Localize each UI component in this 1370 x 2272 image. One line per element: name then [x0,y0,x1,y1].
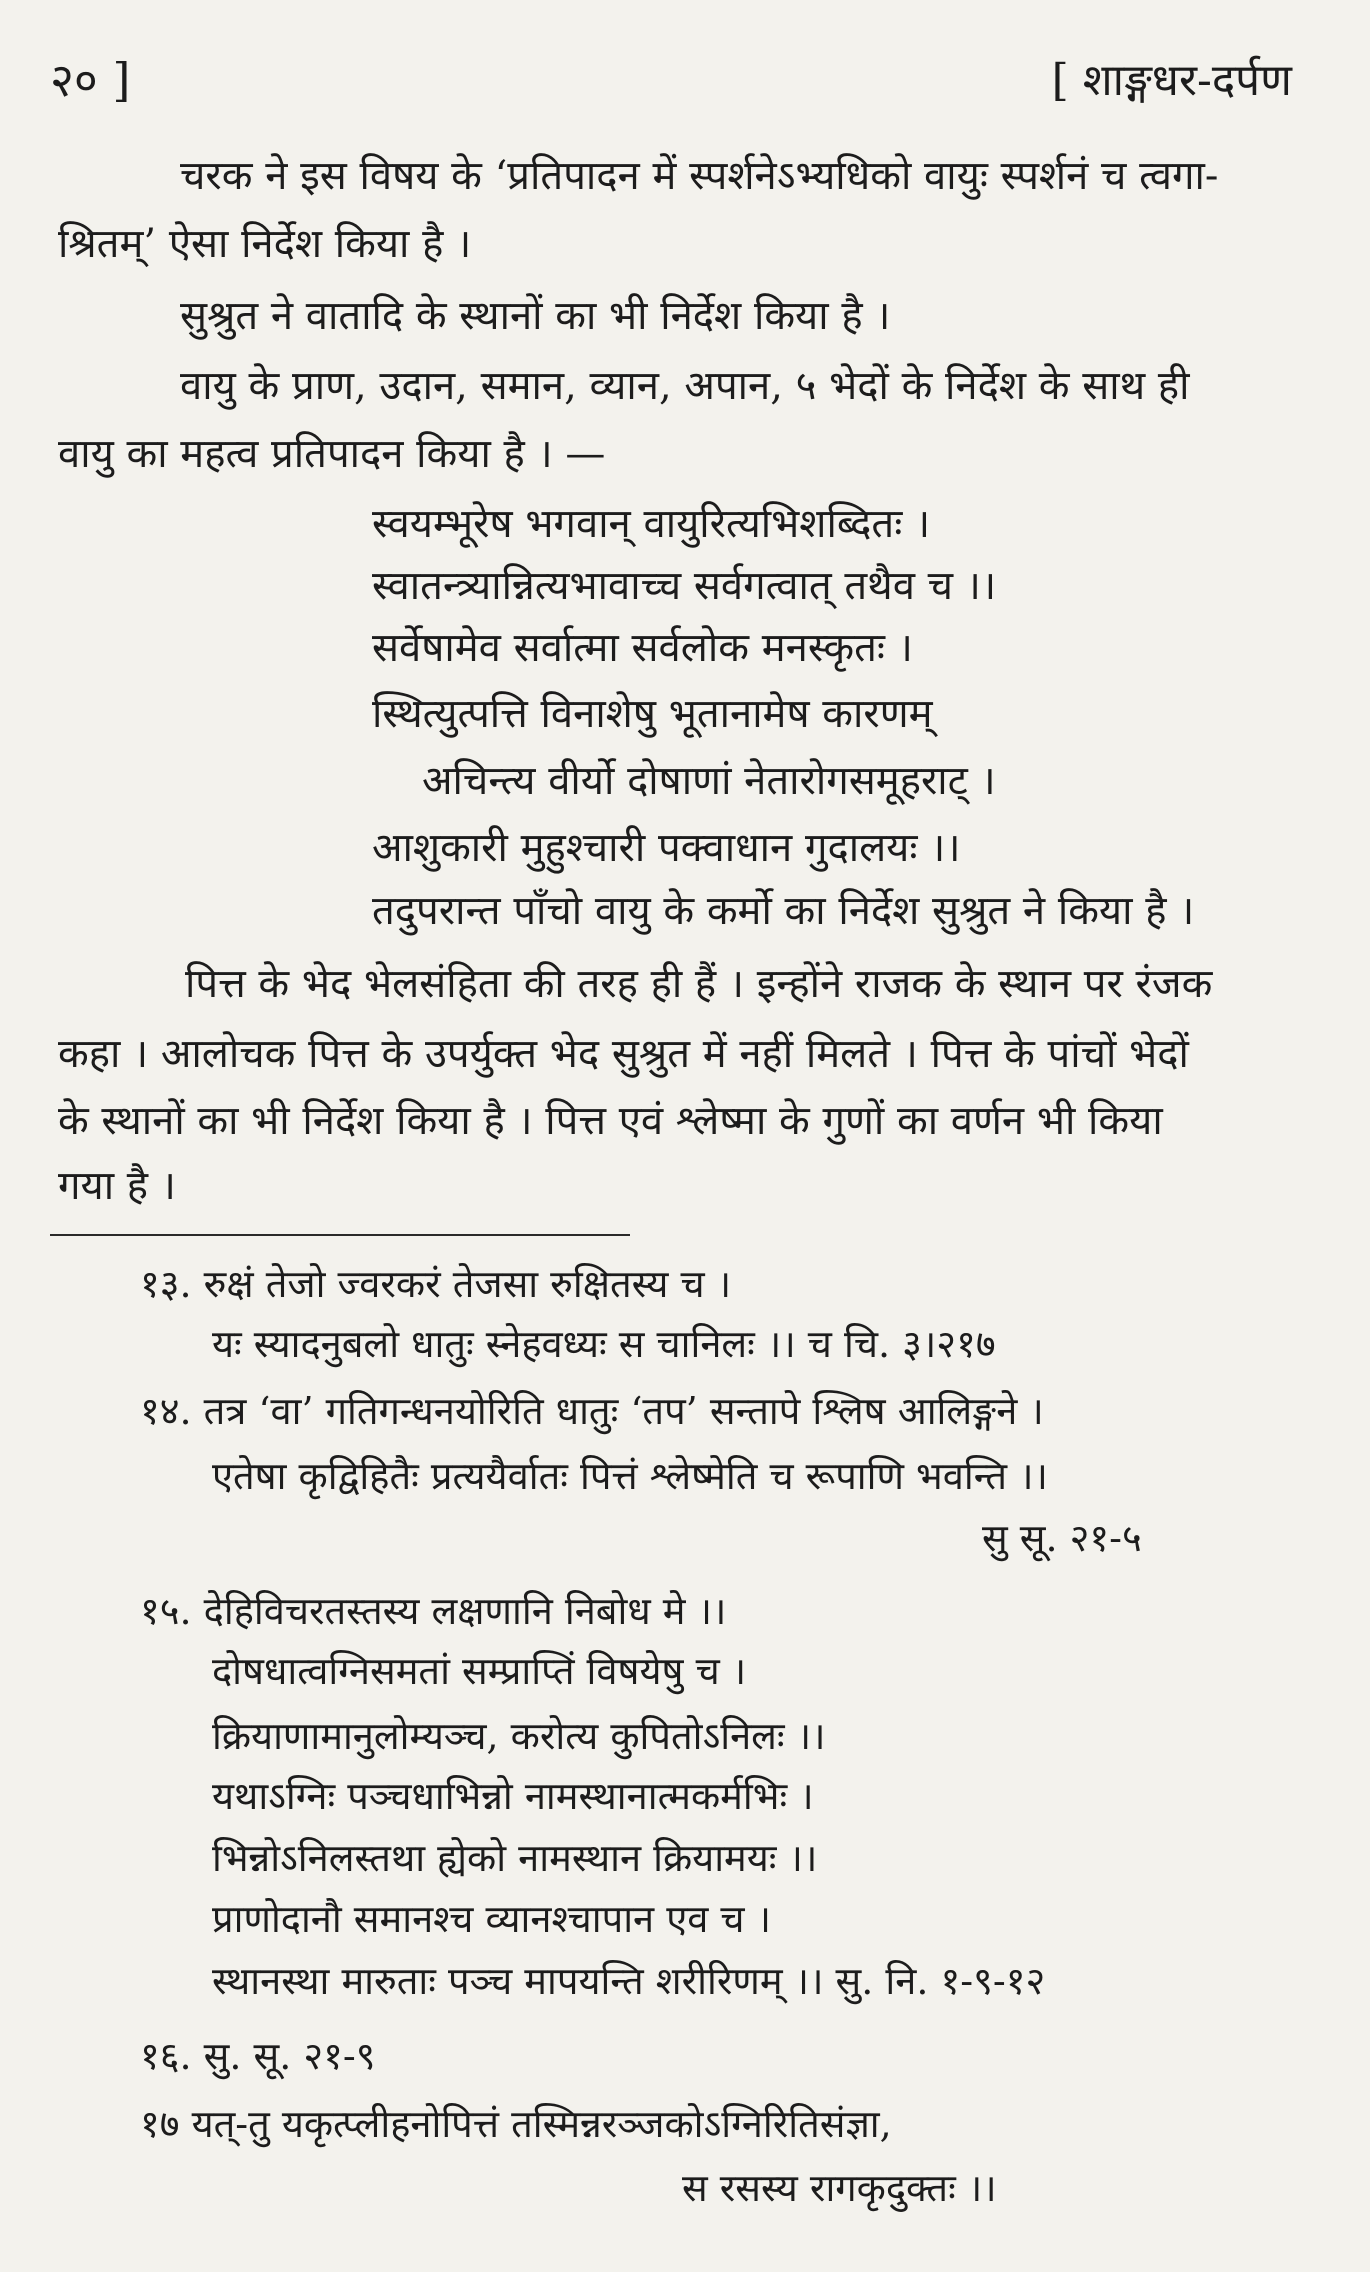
body-line: गया है । [58,1163,176,1209]
footnote-line: १३. रुक्षं तेजो ज्वरकरं तेजसा रुक्षितस्य च । [140,1262,732,1306]
body-line: चरक ने इस विषय के ‘प्रतिपादन में स्पर्शनेऽभ्यधिको वायुः स्पर्शनं च त्वगा- [180,153,1219,199]
footnote-line: यथाऽग्निः पञ्चधाभिन्नो नामस्थानात्मकर्मभिः । [212,1774,814,1818]
footnote-line: दोषधात्वग्निसमतां सम्प्राप्तिं विषयेषु च । [212,1649,747,1693]
footnote-line: यः स्यादनुबलो धातुः स्नेहवध्यः स चानिलः ।। च चि. ३।२१७ [212,1322,996,1366]
footnote-line: स्थानस्था मारुताः पञ्च मापयन्ति शरीरिणम् ।। सु. नि. १-९-१२ [212,1959,1046,2003]
footnote-line: क्रियाणामानुलोम्यञ्च, करोत्य कुपितोऽनिलः ।। [212,1714,826,1758]
body-line: के स्थानों का भी निर्देश किया है । पित्त एवं श्लेष्मा के गुणों का वर्णन भी किया [58,1098,1163,1144]
footnote-line: भिन्नोऽनिलस्तथा ह्येको नामस्थान क्रियामयः ।। [212,1836,818,1880]
running-title: [ शाङ्गधर-दर्पण [1051,55,1292,106]
footnote-line: १४. तत्र ‘वा’ गतिगन्धनयोरिति धातुः ‘तप’ सन्तापे श्लिष आलिङ्गने । [140,1389,1044,1433]
footnote-line: प्राणोदानौ समानश्च व्यानश्चापान एव च । [212,1897,772,1941]
body-line: तदुपरान्त पाँचो वायु के कर्मो का निर्देश सुश्रुत ने किया है । [372,888,1195,934]
verse-line: सर्वेषामेव सर्वात्मा सर्वलोक मनस्कृतः । [372,625,913,671]
footnote-line: १६. सु. सू. २१-९ [140,2034,376,2078]
body-line: वायु के प्राण, उदान, समान, व्यान, अपान, ५ भेदों के निर्देश के साथ ही [180,363,1190,409]
footnote-line: १७ यत्-तु यकृत्प्लीहनोपित्तं तस्मिन्नरञ्जकोऽग्निरितिसंज्ञा, [140,2102,892,2146]
body-line: सुश्रुत ने वातादि के स्थानों का भी निर्देश किया है । [180,293,891,339]
footnote-citation: सु सू. २१-५ [982,1516,1142,1560]
verse-line: स्वयम्भूरेष भगवान् वायुरित्यभिशब्दितः । [372,501,931,547]
page-number: २० ] [50,53,131,107]
body-line: कहा । आलोचक पित्त के उपर्युक्त भेद सुश्रुत में नहीं मिलते । पित्त के पांचों भेदों [58,1031,1189,1077]
body-line: श्रितम्’ ऐसा निर्देश किया है । [58,221,472,267]
body-line: वायु का महत्व प्रतिपादन किया है । — [58,431,606,477]
footnote-line: एतेषा कृद्विहितैः प्रत्ययैर्वातः पित्तं श्लेष्मेति च रूपाणि भवन्ति ।। [212,1454,1048,1498]
verse-line: स्थित्युत्पत्ति विनाशेषु भूतानामेष कारणम् [372,691,933,737]
footnote-divider [50,1234,630,1236]
body-line: पित्त के भेद भेलसंहिता की तरह ही हैं । इन्होंने राजक के स्थान पर रंजक [185,961,1213,1007]
footnote-line: स रसस्य रागकृदुक्तः ।। [682,2166,997,2210]
footnote-line: १५. देहिविचरतस्तस्य लक्षणानि निबोध मे ।। [140,1589,727,1633]
verse-line: आशुकारी मुहुश्चारी पक्वाधान गुदालयः ।। [372,825,961,871]
verse-line: अचिन्त्य वीर्यो दोषाणां नेतारोगसमूहराट् । [422,758,996,804]
verse-line: स्वातन्त्र्यान्नित्यभावाच्च सर्वगत्वात् तथैव च ।। [372,563,997,609]
